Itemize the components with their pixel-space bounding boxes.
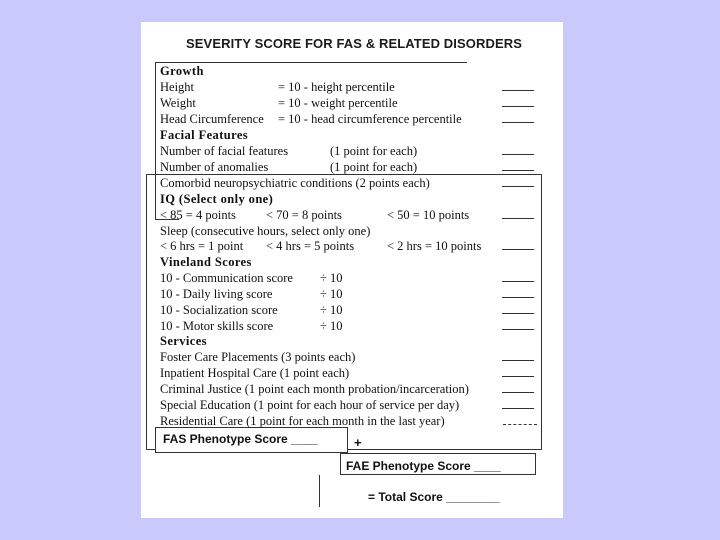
sleep-option: < 4 hrs = 5 points <box>266 239 355 253</box>
criminal-justice-blank[interactable] <box>502 392 534 393</box>
iq-header: IQ (Select only one) <box>160 192 274 206</box>
fas-phenotype-score: FAS Phenotype Score ____ <box>163 432 318 446</box>
row-formula: = 10 - head circumference percentile <box>278 112 462 126</box>
foster-care-blank[interactable] <box>502 360 534 361</box>
special-education-blank[interactable] <box>502 408 534 409</box>
total-bracket <box>319 475 320 507</box>
services-header: Services <box>160 334 207 348</box>
special-education-row: Special Education (1 point for each hour of service per day) <box>160 398 460 412</box>
facial-header: Facial Features <box>160 128 249 142</box>
sleep-option: < 6 hrs = 1 point <box>160 239 244 253</box>
row-divisor: ÷ 10 <box>320 303 343 317</box>
fae-phenotype-score: FAE Phenotype Score ____ <box>346 459 501 473</box>
daily-living-blank[interactable] <box>502 297 534 298</box>
anomalies-blank[interactable] <box>502 170 534 171</box>
sleep-blank[interactable] <box>502 249 534 250</box>
iq-blank[interactable] <box>502 218 534 219</box>
row-label: Weight <box>160 96 196 110</box>
facial-features-row <box>160 143 418 159</box>
plus-sign: + <box>354 435 362 450</box>
row-divisor: ÷ 10 <box>320 319 343 333</box>
residential-care-row: Residential Care (1 point for each month in the last year) <box>160 414 445 428</box>
communication-blank[interactable] <box>502 281 534 282</box>
anomalies-row <box>160 159 418 175</box>
comorbid-row: Comorbid neuropsychiatric conditions (2 points each) <box>160 176 430 190</box>
iq-option: < 85 = 4 points <box>160 208 236 222</box>
inpatient-row: Inpatient Hospital Care (1 point each) <box>160 366 350 380</box>
head-circumference-row <box>160 111 462 127</box>
foster-care-row: Foster Care Placements (3 points each) <box>160 350 356 364</box>
head-circumference-blank[interactable] <box>502 122 534 123</box>
form-title: SEVERITY SCORE FOR FAS & RELATED DISORDERS <box>186 36 522 51</box>
facial-features-blank[interactable] <box>502 154 534 155</box>
iq-option: < 70 = 8 points <box>266 208 342 222</box>
total-score: = Total Score ________ <box>368 490 500 504</box>
row-points: (1 point for each) <box>330 144 418 158</box>
socialization-row <box>160 302 343 318</box>
iq-options-row <box>160 207 470 223</box>
communication-row <box>160 270 343 286</box>
socialization-blank[interactable] <box>502 313 534 314</box>
height-blank[interactable] <box>502 90 534 91</box>
row-label: Height <box>160 80 195 94</box>
criminal-justice-row: Criminal Justice (1 point each month probation/incarceration) <box>160 382 469 396</box>
row-label: 10 - Motor skills score <box>160 319 274 333</box>
residential-care-blank[interactable] <box>503 424 537 425</box>
growth-header: Growth <box>160 64 204 78</box>
vineland-header: Vineland Scores <box>160 255 252 269</box>
height-row <box>160 79 395 95</box>
inpatient-blank[interactable] <box>502 376 534 377</box>
row-divisor: ÷ 10 <box>320 287 343 301</box>
weight-blank[interactable] <box>502 106 534 107</box>
row-divisor: ÷ 10 <box>320 271 343 285</box>
row-label: Number of facial features <box>160 144 289 158</box>
iq-option: < 50 = 10 points <box>387 208 470 222</box>
row-formula: = 10 - height percentile <box>278 80 395 94</box>
motor-skills-blank[interactable] <box>502 329 534 330</box>
comorbid-blank[interactable] <box>502 186 534 187</box>
motor-skills-row <box>160 318 343 334</box>
row-label: 10 - Communication score <box>160 271 293 285</box>
weight-row <box>160 95 398 111</box>
row-formula: = 10 - weight percentile <box>278 96 398 110</box>
row-label: 10 - Socialization score <box>160 303 278 317</box>
row-label: Number of anomalies <box>160 160 269 174</box>
row-points: (1 point for each) <box>330 160 418 174</box>
score-sheet <box>141 22 563 518</box>
sleep-header: Sleep (consecutive hours, select only one) <box>160 224 371 238</box>
row-label: 10 - Daily living score <box>160 287 273 301</box>
row-label: Head Circumference <box>160 112 264 126</box>
daily-living-row <box>160 286 343 302</box>
sleep-options-row <box>160 238 482 254</box>
sleep-option: < 2 hrs = 10 points <box>387 239 482 253</box>
